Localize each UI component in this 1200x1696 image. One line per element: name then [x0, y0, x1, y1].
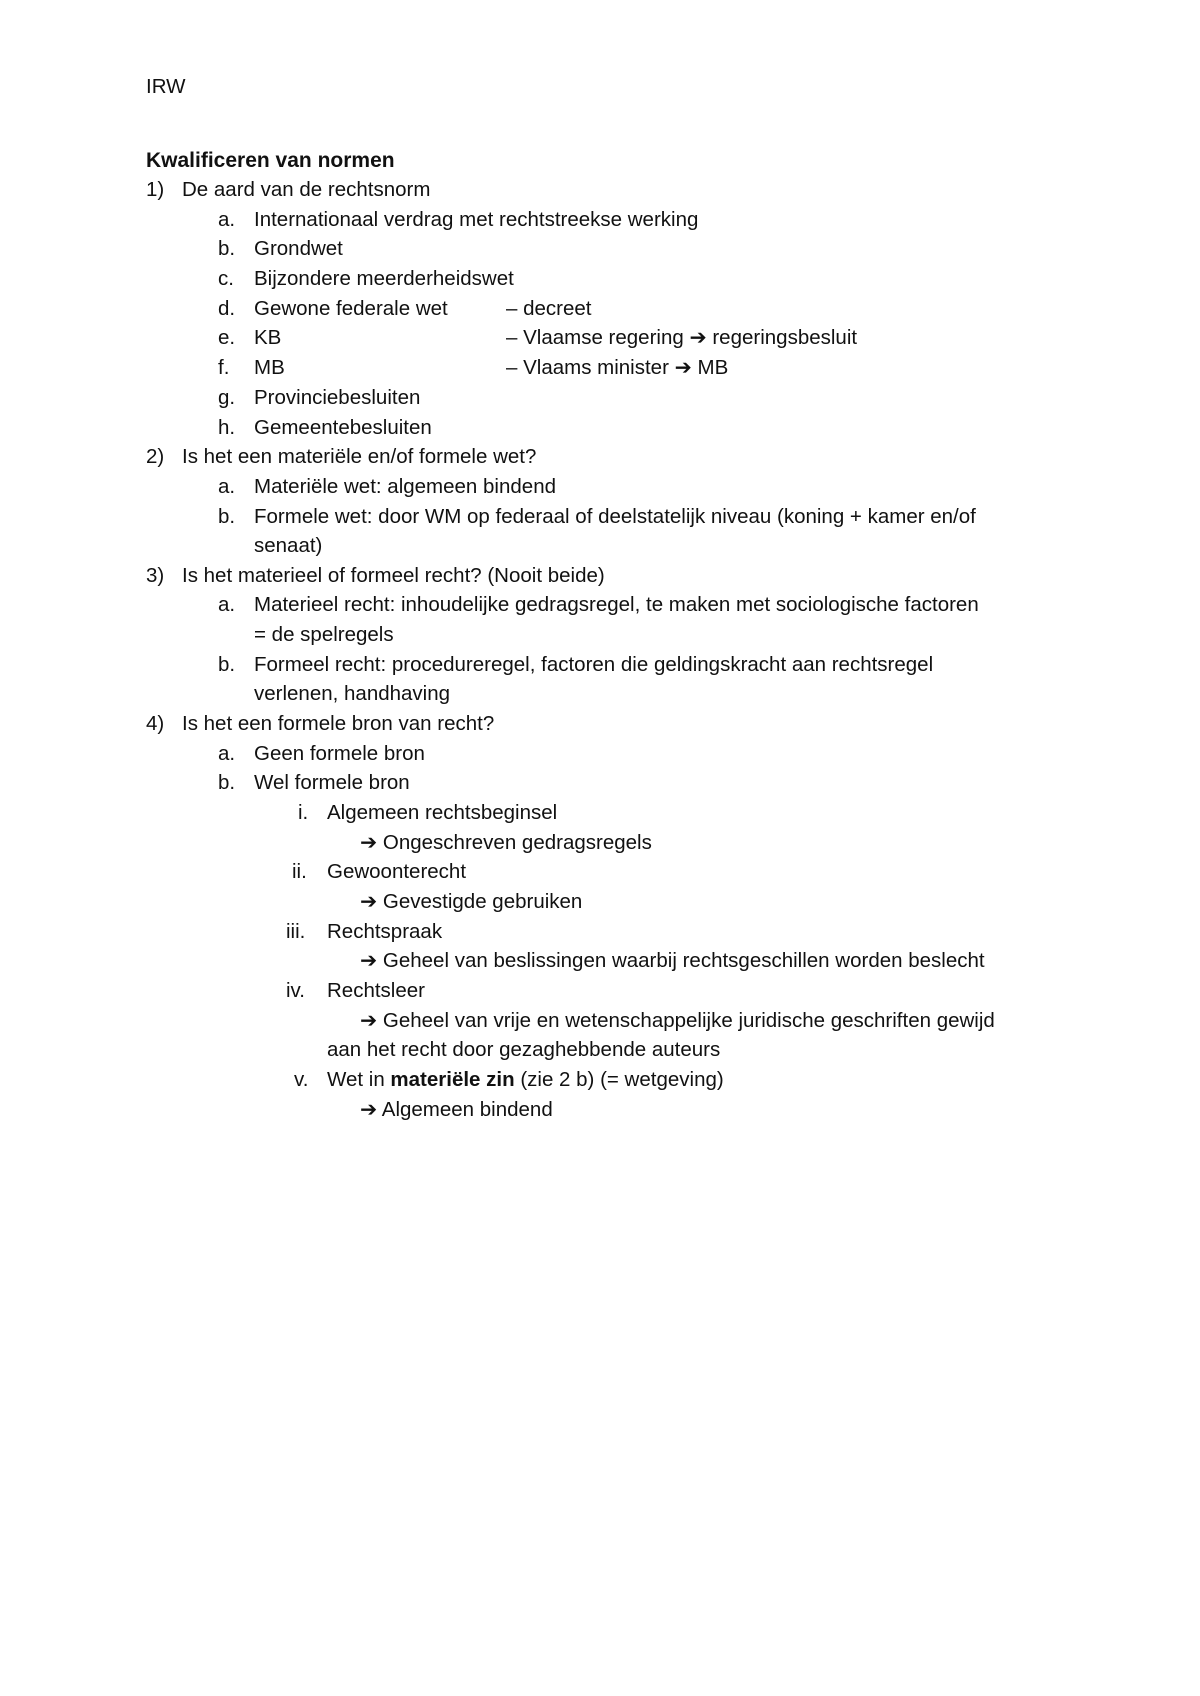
arrow-right-icon: ➔ [674, 356, 692, 379]
roman-marker-iii: iii. [286, 920, 306, 943]
sub-item-1d-right: – decreet [506, 297, 592, 320]
sub-item-2b-cont: senaat) [254, 534, 323, 557]
sub-marker-1e: e. [218, 326, 236, 349]
sub-item-4a: Geen formele bron [254, 742, 425, 765]
list-marker-2: 2) [146, 445, 165, 468]
sub-item-1f: MB [254, 356, 285, 379]
arrow-right-icon: ➔ [360, 831, 378, 854]
sub-item-1f-right [506, 355, 728, 381]
roman-note-iii-text: Geheel van beslissingen waarbij rechtsgeschillen worden beslecht [382, 949, 985, 972]
arrow-right-icon: ➔ [360, 949, 378, 972]
sub-item-1b: Grondwet [254, 237, 343, 260]
list-item-1: De aard van de rechtsnorm [182, 178, 431, 201]
roman-marker-i: i. [298, 801, 309, 824]
roman-note-iv [360, 1008, 995, 1034]
roman-note-iii [360, 948, 985, 974]
roman-marker-v: v. [294, 1068, 309, 1091]
sub-item-3b-cont: verlenen, handhaving [254, 682, 451, 705]
roman-item-i: Algemeen rechtsbeginsel [327, 801, 558, 824]
sub-item-4b: Wel formele bron [254, 771, 410, 794]
arrow-right-icon: ➔ [689, 326, 707, 349]
sub-item-2b: Formele wet: door WM op federaal of deelstatelijk niveau (koning + kamer en/of [254, 505, 976, 528]
roman-note-v [360, 1097, 553, 1123]
sub-marker-1a: a. [218, 208, 236, 231]
sub-marker-1b: b. [218, 237, 236, 260]
roman-item-ii: Gewoonterecht [327, 860, 467, 883]
header-title: IRW [146, 75, 186, 98]
sub-marker-4b: b. [218, 771, 236, 794]
sub-marker-2a: a. [218, 475, 236, 498]
roman-item-v-text-a: Wet in [327, 1068, 391, 1091]
sub-item-1f-right-b: MB [697, 356, 729, 379]
list-item-4: Is het een formele bron van recht? [182, 712, 495, 735]
roman-marker-iv: iv. [286, 979, 305, 1002]
sub-marker-1c: c. [218, 267, 234, 290]
sub-item-1d: Gewone federale wet [254, 297, 448, 320]
roman-note-v-text: Algemeen bindend [381, 1098, 553, 1121]
sub-marker-1h: h. [218, 416, 236, 439]
sub-item-1e-right-a: – Vlaamse regering [506, 326, 684, 349]
list-marker-4: 4) [146, 712, 165, 735]
sub-item-1g: Provinciebesluiten [254, 386, 421, 409]
sub-item-3a: Materieel recht: inhoudelijke gedragsregel, te maken met sociologische factoren [254, 593, 979, 616]
roman-item-v [327, 1067, 724, 1093]
arrow-right-icon: ➔ [360, 1009, 378, 1032]
roman-note-ii-text: Gevestigde gebruiken [382, 890, 583, 913]
roman-item-iv: Rechtsleer [327, 979, 425, 1002]
sub-item-1h: Gemeentebesluiten [254, 416, 432, 439]
arrow-right-icon: ➔ [360, 1098, 378, 1121]
roman-note-i [360, 830, 652, 856]
list-item-3: Is het materieel of formeel recht? (Nooit beide) [182, 564, 605, 587]
sub-item-1a: Internationaal verdrag met rechtstreekse werking [254, 208, 699, 231]
sub-marker-1f: f. [218, 356, 230, 379]
sub-marker-2b: b. [218, 505, 236, 528]
sub-item-1e-right-b: regeringsbesluit [712, 326, 858, 349]
section-heading: Kwalificeren van normen [146, 149, 395, 172]
list-marker-1: 1) [146, 178, 165, 201]
sub-marker-1g: g. [218, 386, 236, 409]
sub-item-1e: KB [254, 326, 282, 349]
roman-item-v-bold: materiële zin [390, 1068, 515, 1091]
roman-note-iv-cont: aan het recht door gezaghebbende auteurs [327, 1038, 721, 1061]
sub-marker-1d: d. [218, 297, 236, 320]
roman-note-i-text: Ongeschreven gedragsregels [382, 831, 652, 854]
list-item-2: Is het een materiële en/of formele wet? [182, 445, 537, 468]
sub-item-1e-right [506, 325, 857, 351]
sub-item-1c: Bijzondere meerderheidswet [254, 267, 514, 290]
roman-note-iv-text: Geheel van vrije en wetenschappelijke juridische geschriften gewijd [382, 1009, 995, 1032]
sub-item-3a-cont: = de spelregels [254, 623, 394, 646]
sub-marker-3b: b. [218, 653, 236, 676]
sub-item-3b: Formeel recht: procedureregel, factoren die geldingskracht aan rechtsregel [254, 653, 934, 676]
sub-marker-3a: a. [218, 593, 236, 616]
roman-marker-ii: ii. [292, 860, 307, 883]
roman-item-iii: Rechtspraak [327, 920, 443, 943]
arrow-right-icon: ➔ [360, 890, 378, 913]
roman-note-ii [360, 889, 582, 915]
sub-item-1f-right-a: – Vlaams minister [506, 356, 669, 379]
sub-item-2a: Materiële wet: algemeen bindend [254, 475, 556, 498]
list-marker-3: 3) [146, 564, 165, 587]
roman-item-v-text-b: (zie 2 b) (= wetgeving) [514, 1068, 724, 1091]
sub-marker-4a: a. [218, 742, 236, 765]
